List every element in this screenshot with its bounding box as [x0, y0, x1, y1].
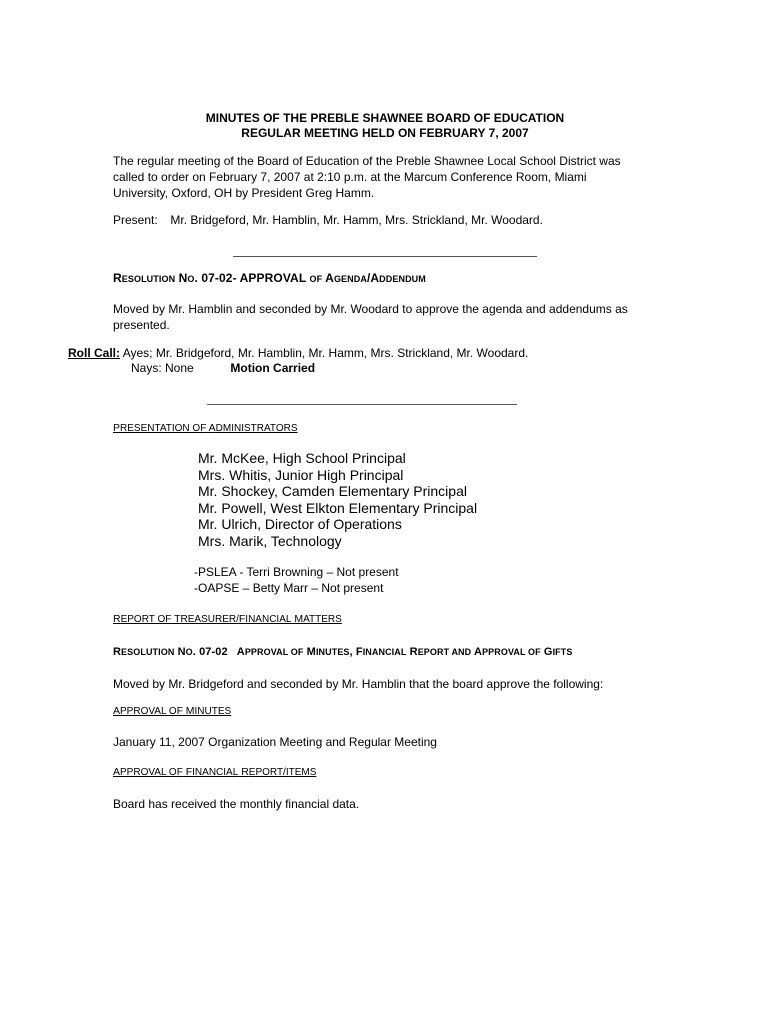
- approval-of-minutes-heading: APPROVAL OF MINUTES: [113, 705, 232, 717]
- administrator-item: Mr. Ulrich, Director of Operations: [198, 516, 402, 532]
- section-divider: [233, 256, 537, 257]
- administrator-item: Mr. McKee, High School Principal: [198, 450, 406, 466]
- roll-call-ayes-line: [68, 345, 528, 361]
- intro-line-3: University, Oxford, OH by President Greg Hamm.: [113, 186, 375, 200]
- present-names: Mr. Bridgeford, Mr. Hamblin, Mr. Hamm, Mrs. Strickland, Mr. Woodard.: [170, 213, 543, 227]
- intro-line-2: called to order on February 7, 2007 at 2:10 p.m. at the Marcum Conference Room, Miami: [113, 170, 587, 184]
- present-line: [113, 212, 543, 228]
- roll-call-nays: Nays: None: [131, 361, 194, 375]
- roll-call-label: Roll Call:: [68, 346, 121, 360]
- administrator-item: Mrs. Marik, Technology: [198, 532, 342, 549]
- resolution-1-motion-line-2: presented.: [113, 318, 170, 332]
- resolution-1-motion-line-1: Moved by Mr. Hamblin and seconded by Mr. Woodard to approve the agenda and addendums as: [113, 302, 628, 316]
- resolution-2-motion: Moved by Mr. Bridgeford and seconded by Mr. Hamblin that the board approve the following:: [113, 677, 604, 691]
- resolution-1-heading: RESOLUTION NO. 07-02- APPROVAL OF AGENDA/ADDENDUM: [113, 271, 426, 285]
- approval-of-minutes-text: January 11, 2007 Organization Meeting and Regular Meeting: [113, 735, 437, 749]
- resolution-1-motion: [113, 301, 628, 333]
- union-list: [194, 564, 399, 596]
- motion-carried: Motion Carried: [230, 361, 316, 375]
- treasurer-report-heading: REPORT OF TREASURER/FINANCIAL MATTERS: [113, 613, 342, 625]
- approval-of-financial-report-heading: APPROVAL OF FINANCIAL REPORT/ITEMS: [113, 766, 317, 778]
- section-divider: [207, 404, 517, 405]
- administrator-item: Mr. Shockey, Camden Elementary Principal: [198, 483, 467, 499]
- roll-call-ayes: Ayes; Mr. Bridgeford, Mr. Hamblin, Mr. Hamm, Mrs. Strickland, Mr. Woodard.: [122, 346, 529, 360]
- union-item: -OAPSE – Betty Marr – Not present: [194, 581, 384, 595]
- approval-of-financial-report-text: Board has received the monthly financial data.: [113, 797, 360, 811]
- union-item: -PSLEA - Terri Browning – Not present: [194, 565, 399, 579]
- present-label: Present:: [113, 213, 158, 227]
- presentation-of-administrators-heading: PRESENTATION OF ADMINISTRATORS: [113, 422, 298, 434]
- administrators-list: [198, 450, 477, 549]
- roll-call-nays-line: [131, 360, 315, 376]
- administrator-item: Mr. Powell, West Elkton Elementary Principal: [198, 499, 478, 516]
- administrator-item: Mrs. Whitis, Junior High Principal: [198, 466, 404, 483]
- document-title-line2: REGULAR MEETING HELD ON FEBRUARY 7, 2007: [241, 126, 529, 140]
- resolution-2-heading: RESOLUTION NO. 07-02 APPROVAL OF MINUTES, FINANCIAL REPORT AND APPROVAL OF GIFTS: [113, 646, 573, 658]
- intro-paragraph: [113, 153, 621, 201]
- intro-line-1: The regular meeting of the Board of Education of the Preble Shawnee Local School District was: [113, 154, 621, 168]
- document-title-line1: MINUTES OF THE PREBLE SHAWNEE BOARD OF EDUCATION: [205, 111, 565, 125]
